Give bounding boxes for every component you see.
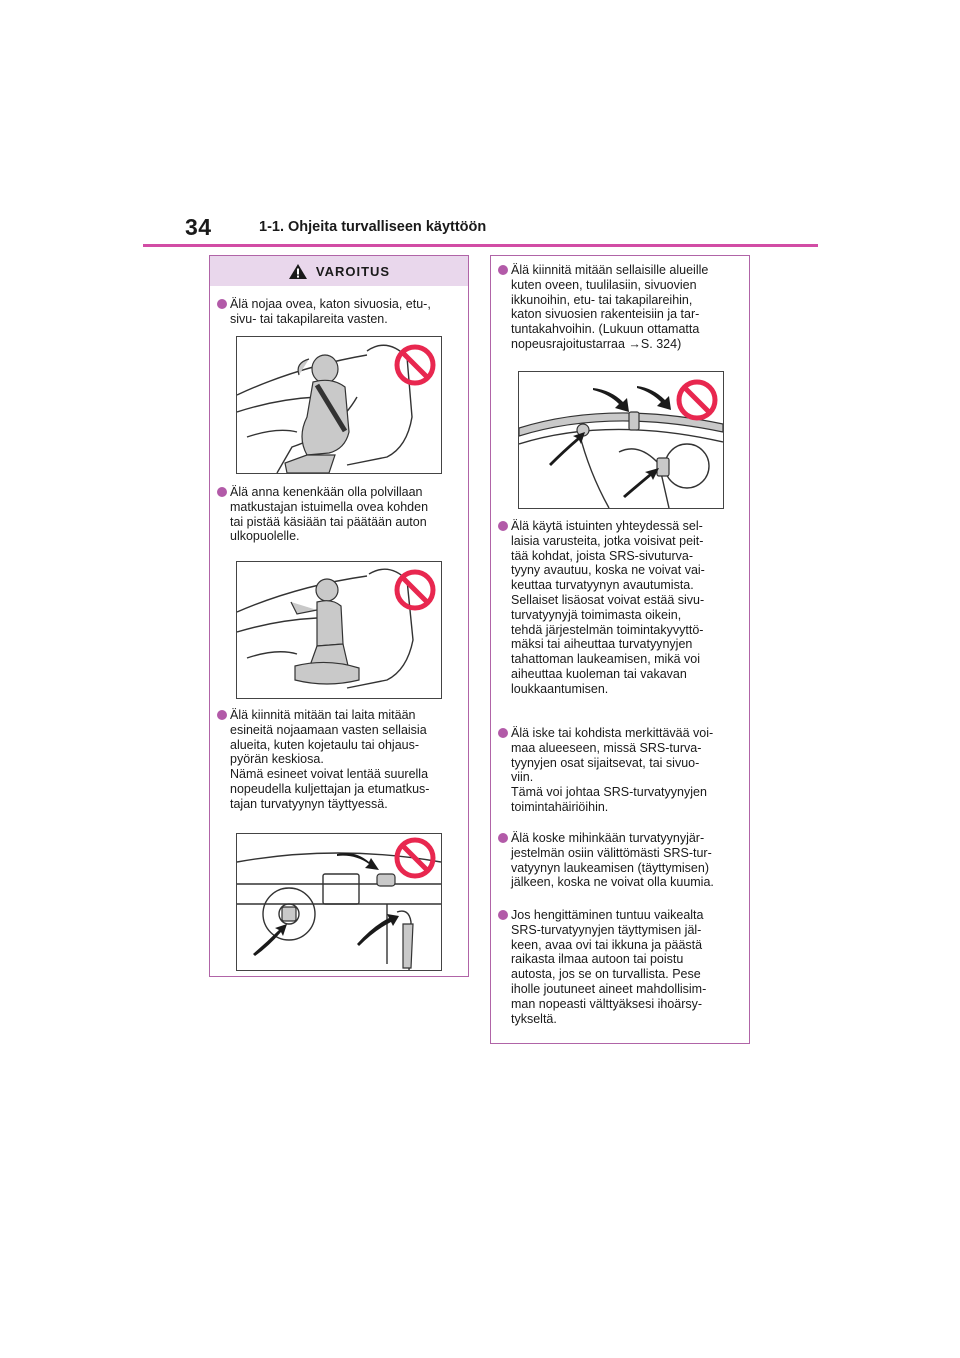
warning-item-text: Älä nojaa ovea, katon sivuosia, etu-, sivu- tai takapilareita vasten.: [230, 297, 431, 326]
header-rule: [143, 244, 818, 247]
warning-item-text: Älä kiinnitä mitään tai laita mitään esineitä nojaamaan vasten sellaisia alueita, kuten kojetaulu tai ohjaus- pyörän keskiosa. Nämä esineet voivat lentää suurella nopeudella kuljettajan ja etumatkus- tajan turvatyynyn täyttyessä.: [230, 708, 430, 811]
bullet-icon: [498, 833, 508, 843]
illustration-dashboard-items: [236, 833, 442, 971]
warning-item-text: Älä iske tai kohdista merkittävää voi- maa alueeseen, missä SRS-turva- tyynyjen osat sijaitsevat, tai sivuo- viin. Tämä voi johtaa SRS-turvatyynyjen toimintahäiriöihin.: [511, 726, 714, 814]
warning-item-text: Jos hengittäminen tuntuu vaikealta SRS-turvatyynyjen täyttymisen jäl- keen, avaa ovi tai ikkuna ja päästä raikasta ilmaa autoon tai poistu autosta, jos se on turvallista. Pese iholle joutuneet aineet mahdollisim- man nopeasti välttyäksesi ihoärsy- tykseltä.: [511, 908, 707, 1026]
warning-item-text: Älä koske mihinkään turvatyynyjär- jestelmän osiin välittömästi SRS-tur- vatyynyn laukeamisen (täyttymisen) jälkeen, koska ne voivat olla kuumia.: [511, 831, 714, 890]
illustration-leaning-on-door: [236, 336, 442, 474]
warning-box-right: [490, 255, 750, 1044]
illustration-pillars-and-roof: [518, 371, 724, 509]
warning-header: [210, 256, 468, 286]
illustration-kneeling-on-seat: [236, 561, 442, 699]
warning-triangle-icon: [288, 263, 308, 280]
warning-item-text: Älä käytä istuinten yhteydessä sel- laisia varusteita, jotka voisivat peit- tää kohdat, joista SRS-sivuturva- tyyny avautuu, koska ne voivat vai- keuttaa turvatyynyn avautumista. Sellaiset lisäosat voivat estää sivu- turvatyynyjä toimimasta oikein, tehdä järjestelmän toimintakyvyttö- mäksi tai aiheuttaa turvatyynyjen tahattoman laukeamisen, mikä voi aiheuttaa kuoleman tai vakavan loukkaantumisen.: [511, 519, 705, 696]
bullet-icon: [498, 728, 508, 738]
warning-item: [498, 831, 744, 890]
page-number: 34: [185, 214, 212, 240]
warning-item-text: Älä kiinnitä mitään sellaisille alueille kuten oveen, tuulilasiin, sivuovien ikkunoihin, etu- tai takapilareihin, katon sivuosien rakenteisiin ja tar- tuntakahvoihin. (Lukuun ottamatta nopeusrajoitustarraa →S. 324): [511, 263, 709, 351]
bullet-icon: [217, 299, 227, 309]
warning-item: [498, 726, 744, 815]
prohibition-icon: [675, 378, 719, 422]
bullet-icon: [498, 265, 508, 275]
warning-item: [498, 263, 744, 352]
warning-item-text: Älä anna kenenkään olla polvillaan matkustajan istuimella ovea kohden tai pistää käsiään tai päätään auton ulkopuolelle.: [230, 485, 429, 544]
bullet-icon: [217, 487, 227, 497]
bullet-icon: [498, 910, 508, 920]
warning-item: [217, 485, 463, 544]
warning-item: [217, 297, 463, 327]
bullet-icon: [217, 710, 227, 720]
warning-title: VAROITUS: [315, 263, 391, 279]
bullet-icon: [498, 521, 508, 531]
warning-item: [217, 708, 463, 812]
warning-box-left: [209, 255, 469, 977]
prohibition-icon: [393, 568, 437, 612]
prohibition-icon: [393, 836, 437, 880]
warning-item: [498, 908, 744, 1026]
section-title: 1-1. Ohjeita turvalliseen käyttöön: [259, 219, 487, 235]
prohibition-icon: [393, 343, 437, 387]
warning-item: [498, 519, 744, 697]
